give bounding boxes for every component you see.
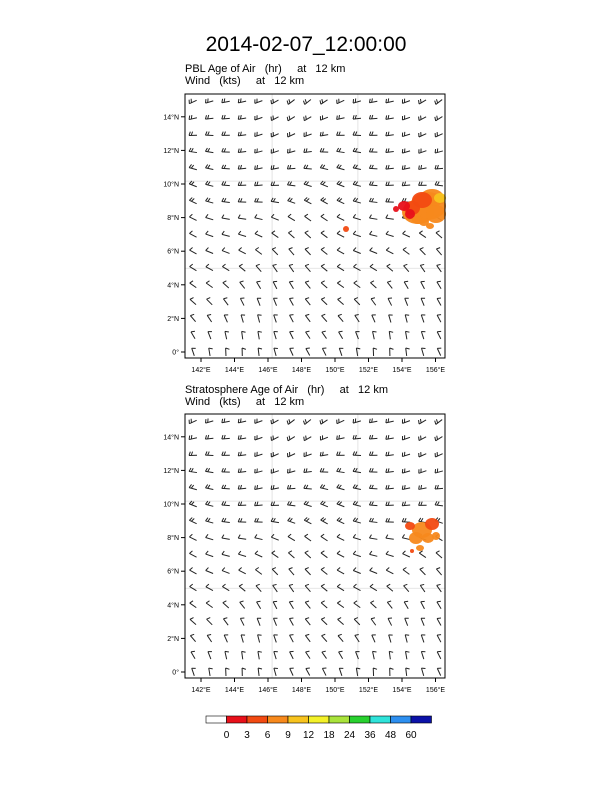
wind-barb-flag: [369, 419, 370, 423]
wind-barb-flag: [273, 485, 274, 489]
wind-barb-flag: [421, 165, 422, 169]
lon-tick-label: 156°E: [425, 367, 446, 374]
lat-tick-label: 14°N: [163, 114, 179, 122]
wind-barb-flag: [240, 418, 241, 422]
lat-tick-label: 0°: [172, 349, 179, 357]
plume-cell: [422, 533, 434, 543]
plume-cell: [405, 522, 415, 530]
lat-tick-label: 8°N: [167, 535, 179, 543]
plume-cell: [419, 218, 429, 226]
wind-barb-flag: [225, 331, 229, 332]
wind-barb-flag: [437, 298, 441, 299]
plume-cell: [425, 518, 439, 530]
colorbar-swatch: [411, 716, 432, 723]
wind-barb-flag: [339, 115, 340, 119]
wind-barb-flag: [420, 419, 421, 423]
lon-tick-label: 152°E: [358, 367, 379, 374]
wind-barb: [222, 488, 230, 489]
wind-barb-flag: [191, 331, 195, 332]
wind-barb-flag: [419, 166, 420, 170]
wind-barb-flag: [222, 99, 223, 103]
wind-barb-flag: [421, 485, 422, 489]
wind-barb-flag: [372, 98, 373, 102]
wind-barb-flag: [339, 435, 340, 439]
map-panel-bottom: [160, 408, 470, 698]
wind-barb-flag: [189, 436, 190, 440]
wind-barb-flag: [289, 298, 293, 299]
wind-barb: [287, 168, 295, 169]
colorbar-label: 18: [323, 730, 335, 741]
wind-barb-flag: [404, 165, 405, 169]
plume-cell: [416, 545, 424, 551]
wind-barb: [287, 488, 295, 489]
lat-tick-label: 0°: [172, 669, 179, 677]
wind-barb-flag: [189, 116, 190, 120]
wind-barb-flag: [306, 348, 310, 349]
wind-barb-flag: [437, 601, 441, 602]
plume-cell: [426, 205, 446, 223]
wind-barb-flag: [191, 435, 192, 439]
colorbar-swatch: [247, 716, 268, 723]
wind-barb-flag: [255, 166, 256, 170]
wind-barb-flag: [257, 281, 261, 282]
wind-barb: [369, 505, 377, 506]
wind-barb-flag: [388, 418, 389, 422]
wind-barb-flag: [386, 99, 387, 103]
colorbar-label: 48: [384, 730, 397, 741]
colorbar-label: 60: [405, 730, 417, 741]
wind-barb-flag: [257, 601, 261, 602]
wind-barb: [222, 505, 230, 506]
top-panel-label-1: PBL Age of Air (hr) at 12 km: [185, 63, 346, 75]
wind-barb-flag: [402, 486, 403, 490]
wind-barb-flag: [255, 486, 256, 490]
wind-barb-flag: [337, 436, 338, 440]
lon-tick-label: 152°E: [358, 687, 379, 694]
wind-barb-flag: [271, 486, 272, 490]
wind-barb-flag: [404, 601, 408, 602]
lat-tick-label: 10°N: [163, 181, 179, 189]
wind-barb-flag: [191, 651, 195, 652]
wind-barb-flag: [271, 100, 272, 104]
lat-tick-label: 6°N: [167, 248, 179, 256]
colorbar-label: 0: [223, 730, 230, 741]
wind-barb-flag: [289, 618, 293, 619]
lon-tick-label: 146°E: [258, 687, 278, 694]
wind-barb-flag: [306, 436, 307, 440]
wind-barb-flag: [306, 668, 310, 669]
colorbar-label: 3: [244, 730, 250, 741]
wind-barb-flag: [369, 99, 370, 103]
wind-barb-flag: [273, 165, 274, 169]
wind-barb-flag: [191, 115, 192, 119]
wind-barb-flag: [224, 98, 225, 102]
plume-cell: [434, 193, 446, 203]
wind-barb-flag: [222, 419, 223, 423]
colorbar-swatch: [288, 716, 309, 723]
wind-barb: [304, 488, 312, 489]
lon-tick-label: 148°E: [291, 687, 312, 694]
colorbar-swatch: [391, 716, 412, 723]
wind-barb-flag: [304, 437, 305, 441]
colorbar-label: 12: [302, 730, 315, 741]
wind-barb: [222, 438, 230, 439]
wind-barb-flag: [225, 651, 229, 652]
wind-barb-flag: [271, 166, 272, 170]
wind-barb: [222, 185, 230, 186]
bottom-panel-label-2: Wind (kts) at 12 km: [185, 396, 305, 408]
wind-barb-flag: [289, 281, 293, 282]
colorbar-label: 9: [285, 730, 291, 741]
colorbar-label: 6: [264, 730, 271, 741]
colorbar-swatch: [206, 716, 227, 723]
wind-barb: [435, 168, 443, 169]
wind-barb-flag: [386, 419, 387, 423]
wind-barb-flag: [339, 331, 343, 332]
colorbar-label: 24: [343, 730, 356, 741]
wind-barb: [222, 118, 230, 119]
colorbar-swatch: [370, 716, 391, 723]
lat-tick-label: 2°N: [167, 635, 179, 643]
colorbar-swatch: [309, 716, 330, 723]
lat-tick-label: 6°N: [167, 568, 179, 576]
lat-tick-label: 14°N: [163, 434, 179, 442]
lat-tick-label: 8°N: [167, 215, 179, 223]
lon-tick-label: 154°E: [392, 367, 412, 374]
lat-tick-label: 4°N: [167, 282, 179, 290]
lon-tick-label: 144°E: [224, 687, 245, 694]
colorbar-swatch: [350, 716, 371, 723]
wind-barb-flag: [238, 419, 239, 423]
lat-tick-label: 12°N: [163, 467, 179, 475]
wind-barb: [222, 168, 230, 169]
colorbar-swatch: [329, 716, 350, 723]
colorbar-swatch: [227, 716, 248, 723]
plume-cell: [409, 532, 423, 544]
wind-barb-flag: [337, 116, 338, 120]
lon-tick-label: 142°E: [191, 367, 211, 374]
wind-barb-flag: [420, 99, 421, 103]
top-panel-label-2: Wind (kts) at 12 km: [185, 75, 305, 87]
lat-tick-label: 12°N: [163, 147, 179, 155]
wind-barb-flag: [372, 418, 373, 422]
wind-barb-flag: [339, 651, 343, 652]
wind-barb-flag: [437, 281, 441, 282]
wind-barb-flag: [437, 618, 441, 619]
bottom-panel-label-1: Stratosphere Age of Air (hr) at 12 km: [185, 384, 388, 396]
wind-barb: [369, 185, 377, 186]
wind-barb-flag: [273, 419, 274, 423]
wind-barb-flag: [419, 100, 420, 104]
wind-barb-flag: [271, 420, 272, 424]
wind-barb-flag: [289, 601, 293, 602]
lon-tick-label: 154°E: [392, 687, 412, 694]
lat-tick-label: 10°N: [163, 501, 179, 509]
wind-barb-flag: [306, 116, 307, 120]
lat-tick-label: 4°N: [167, 602, 179, 610]
wind-barb: [369, 438, 377, 439]
wind-barb-flag: [257, 165, 258, 169]
wind-barb-flag: [304, 117, 305, 121]
colorbar-swatch: [268, 716, 289, 723]
plume-cell: [432, 532, 440, 540]
wind-barb-flag: [238, 99, 239, 103]
wind-barb-flag: [273, 99, 274, 103]
lon-tick-label: 150°E: [325, 367, 345, 374]
lon-tick-label: 146°E: [258, 367, 278, 374]
lon-tick-label: 142°E: [191, 687, 211, 694]
plume-cell: [343, 226, 349, 232]
wind-barb-flag: [402, 166, 403, 170]
wind-barb-flag: [388, 98, 389, 102]
wind-barb-flag: [257, 485, 258, 489]
plume-cell: [393, 206, 399, 212]
wind-barb-flag: [240, 98, 241, 102]
wind-barb-flag: [224, 418, 225, 422]
main-title: 2014-02-07_12:00:00: [205, 33, 407, 56]
lon-tick-label: 144°E: [224, 367, 245, 374]
colorbar: [196, 712, 436, 744]
plume-cell: [410, 549, 414, 553]
wind-barb-flag: [419, 486, 420, 490]
colorbar-label: 36: [364, 730, 376, 741]
lon-tick-label: 148°E: [291, 367, 312, 374]
wind-barb-flag: [373, 331, 377, 332]
wind-barb-flag: [419, 420, 420, 424]
lat-tick-label: 2°N: [167, 315, 179, 323]
map-panel-top: [160, 88, 470, 378]
wind-barb: [369, 118, 377, 119]
lon-tick-label: 150°E: [325, 687, 345, 694]
wind-barb: [304, 168, 312, 169]
wind-barb-flag: [404, 281, 408, 282]
wind-barb: [435, 488, 443, 489]
lon-tick-label: 156°E: [425, 687, 446, 694]
wind-barb-flag: [404, 485, 405, 489]
wind-barb-flag: [373, 651, 377, 652]
